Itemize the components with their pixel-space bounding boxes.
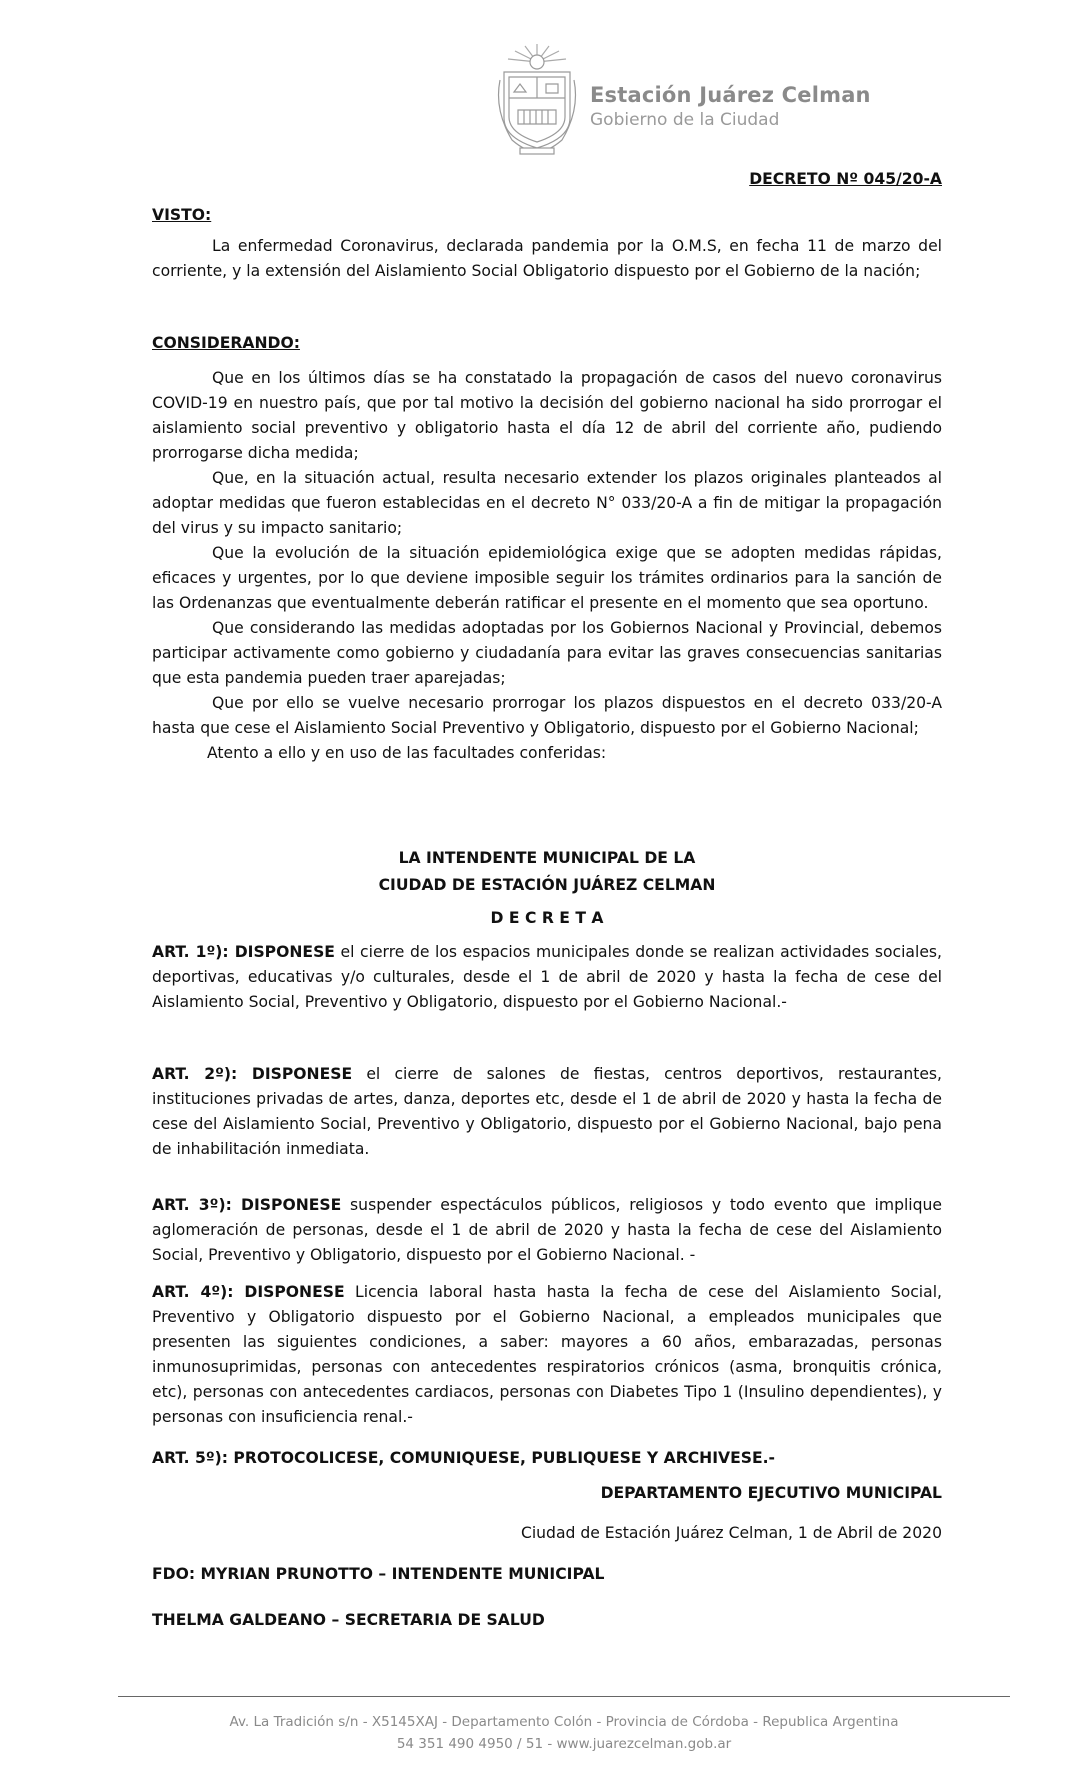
- authority-line-2: CIUDAD DE ESTACIÓN JUÁREZ CELMAN: [378, 876, 716, 894]
- department-title: DEPARTAMENTO EJECUTIVO MUNICIPAL: [600, 1484, 942, 1502]
- article-label: ART. 3º): DISPONESE: [152, 1196, 342, 1214]
- visto-text: La enfermedad Coronavirus, declarada pandemia por la O.M.S, en fecha 11 de marzo del corriente, y la extensión del Aislamiento Social Obligatorio dispuesto por el Gobierno de la nación;: [152, 237, 942, 280]
- considerando-paragraph: Que por ello se vuelve necesario prorrogar los plazos dispuestos en el decreto 033/20-A hasta que cese el Aislamiento Social Preventivo y Obligatorio, dispuesto por el Gobierno Nacional;: [152, 694, 942, 737]
- signature-secretaria: THELMA GALDEANO – SECRETARIA DE SALUD: [152, 1611, 545, 1629]
- article-2: [152, 1062, 942, 1162]
- letterhead: [490, 40, 940, 160]
- article-text: Licencia laboral hasta hasta la fecha de cese del Aislamiento Social, Preventivo y Obligatorio dispuesto por el Gobierno Nacional, a empleados municipales que presenten las siguientes condiciones, a saber: mayores a 60 años, embarazadas, personas inmunosuprimidas, personas con antecedentes respiratorios crónicos (asma, bronquitis crónica, etc), personas con antecedentes cardiacos, personas con Diabetes Tipo 1 (Insulino dependientes), y personas con insuficiencia renal.-: [152, 1283, 942, 1426]
- decreta-heading: D E C R E T A: [490, 909, 604, 927]
- considerando-body: [152, 366, 942, 766]
- considerando-paragraph: Que considerando las medidas adoptadas por los Gobiernos Nacional y Provincial, debemos participar activamente como gobierno y ciudadanía para evitar las graves consecuencias sanitarias que esta pandemia pueden traer aparejadas;: [152, 619, 942, 687]
- considerando-heading: CONSIDERANDO:: [152, 334, 300, 352]
- article-label: ART. 1º): DISPONESE: [152, 943, 335, 961]
- footer-contact: 54 351 490 4950 / 51 - www.juarezcelman.gob.ar: [396, 1736, 732, 1752]
- footer-address: Av. La Tradición s/n - X5145XAJ - Departamento Colón - Provincia de Córdoba - Republica Argentina: [229, 1714, 899, 1730]
- decree-number: DECRETO Nº 045/20-A: [749, 170, 942, 188]
- article-text: el cierre de salones de fiestas, centros deportivos, restaurantes, instituciones privadas de artes, danza, deportes etc, desde el 1 de abril de 2020 y hasta la fecha de cese del Aislamiento Social, Preventivo y Obligatorio, dispuesto por el Gobierno Nacional, bajo pena de inhabilitación inmediata.: [152, 1065, 942, 1158]
- considerando-paragraph: Que la evolución de la situación epidemiológica exige que se adopten medidas rápidas, eficaces y urgentes, por lo que deviene imposible seguir los trámites ordinarios para la sanción de las Ordenanzas que eventualmente deberán ratificar el presente en el momento que sea oportuno.: [152, 544, 942, 612]
- city-crest-icon: [490, 40, 585, 158]
- authority-line-1: LA INTENDENTE MUNICIPAL DE LA: [398, 849, 696, 867]
- article-1: [152, 940, 942, 1015]
- city-subtitle: Gobierno de la Ciudad: [590, 110, 780, 130]
- article-text: suspender espectáculos públicos, religiosos y todo evento que implique aglomeración de personas, desde el 1 de abril de 2020 y hasta la fecha de cese del Aislamiento Social, Preventivo y Obligatorio, dispuesto por el Gobierno Nacional. -: [152, 1196, 943, 1264]
- signature-intendente: FDO: MYRIAN PRUNOTTO – INTENDENTE MUNICIPAL: [152, 1565, 605, 1583]
- article-4: [152, 1280, 942, 1430]
- article-3: [152, 1193, 942, 1268]
- article-label: ART. 4º): DISPONESE: [152, 1283, 345, 1301]
- article-5: ART. 5º): PROTOCOLICESE, COMUNIQUESE, PUBLIQUESE Y ARCHIVESE.-: [152, 1449, 776, 1467]
- footer-divider: [118, 1696, 1010, 1697]
- considerando-paragraph: Que, en la situación actual, resulta necesario extender los plazos originales planteados al adoptar medidas que fueron establecidas en el decreto N° 033/20-A a fin de mitigar la propagación del virus y su impacto sanitario;: [152, 469, 942, 537]
- considerando-paragraph: Atento a ello y en uso de las facultades conferidas:: [207, 744, 607, 762]
- article-text: el cierre de los espacios municipales donde se realizan actividades sociales, deportivas, educativas y/o culturales, desde el 1 de abril de 2020 y hasta la fecha de cese del Aislamiento Social, Preventivo y Obligatorio, dispuesto por el Gobierno Nacional.-: [152, 943, 942, 1011]
- considerando-paragraph: Que en los últimos días se ha constatado la propagación de casos del nuevo coronavirus COVID-19 en nuestro país, que por tal motivo la decisión del gobierno nacional ha sido prorrogar el aislamiento social preventivo y obligatorio hasta el día 12 de abril del corriente año, pudiendo prorrogarse dicha medida;: [152, 369, 942, 462]
- city-name: Estación Juárez Celman: [590, 83, 871, 107]
- place-date: Ciudad de Estación Juárez Celman, 1 de Abril de 2020: [520, 1524, 942, 1542]
- article-label: ART. 2º): DISPONESE: [152, 1065, 353, 1083]
- visto-heading: VISTO:: [152, 206, 212, 224]
